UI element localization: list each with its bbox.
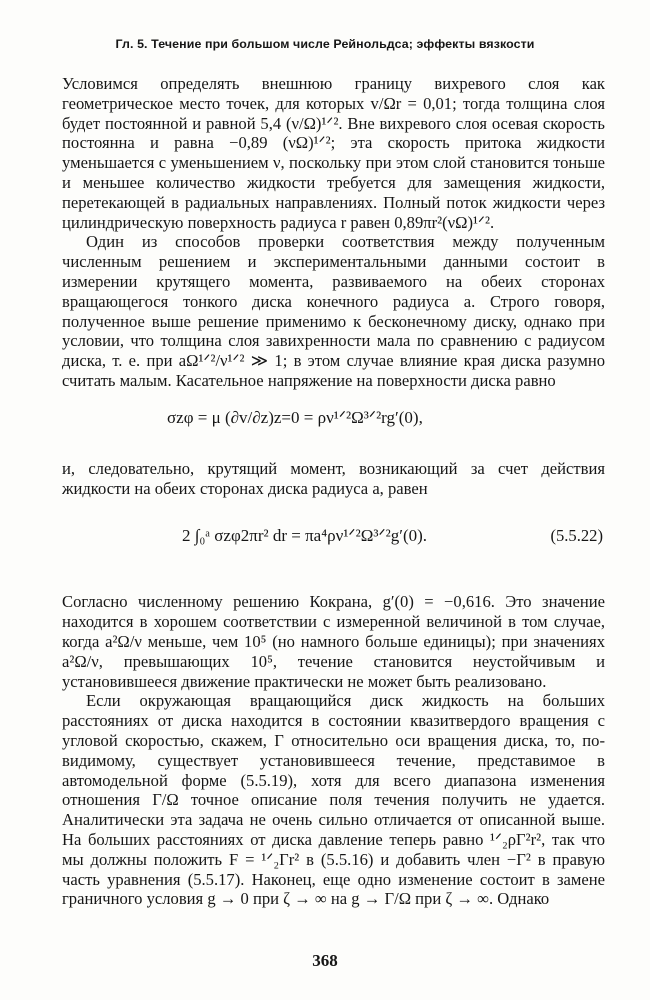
running-header: Гл. 5. Течение при большом числе Рейнольдса; эффекты вязкости bbox=[115, 37, 535, 51]
equation-torque bbox=[62, 498, 605, 592]
main-text bbox=[62, 74, 605, 909]
paragraph-rigid-rotation: Если окружающая вращающийся диск жидкость на больших расстояниях от диска находится в состоянии квазитвердого вращения с угловой скоростью, скажем, Γ относительно оси вращения диска, то, по-видимому, существует установившееся течение, представимое в автомодельной форме (5.5.19), хотя для всего диапазона изменения отношения Γ/Ω точное описание поля течения получить не удается. Аналитически эта задача не очень сильно отличается от описанной выше. На больших расстояниях от диска давление теперь равно ¹ᐟ₂ρΓ²r², так что мы должны положить F = ¹ᐟ₂Γr² в (5.5.16) и добавить член −Γ² в правую часть уравнения (5.5.17). Наконец, еще одно изменение состоит в замене граничного условия g → 0 при ζ → ∞ на g → Γ/Ω при ζ → ∞. Однако bbox=[62, 691, 605, 909]
page-number: 368 bbox=[312, 951, 338, 970]
paragraph-torque-check: Один из способов проверки соответствия между полученным численным решением и экспериментальными данными состоит в измерении крутящего момента, развиваемого на обеих сторонах вращающегося тонкого диска конечного радиуса a. Строго говоря, полученное выше решение применимо к бесконечному диску, однако при условии, что толщина слоя завихренности мала по сравнению с радиусом диска, т. е. при aΩ¹ᐟ²/ν¹ᐟ² ≫ 1; в этом случае влияние края диска разумно считать малым. Касательное напряжение на поверхности диска равно bbox=[62, 232, 605, 390]
paragraph-vortex-layer: Условимся определять внешнюю границу вихревого слоя как геометрическое место точек, для которых v/Ωr = 0,01; тогда толщина слоя будет постоянной и равной 5,4 (ν/Ω)¹ᐟ². Вне вихревого слоя осевая скорость постоянна и равна −0,89 (νΩ)¹ᐟ²; эта скорость притока жидкости уменьшается с уменьшением ν, поскольку при этом слой становится тоньше и меньшее количество жидкости требуется для замещения жидкости, перетекающей в радиальных направлениях. Полный поток жидкости через цилиндрическую поверхность радиуса r равен 0,89πr²(νΩ)¹ᐟ². bbox=[62, 74, 605, 232]
equation-number: (5.5.22) bbox=[550, 526, 603, 546]
equation-shear-stress bbox=[62, 391, 605, 459]
paragraph-cochran-solution: Согласно численному решению Кокрана, g′(0) = −0,616. Это значение находится в хорошем соответствии с измеренной величиной в том случае, когда a²Ω/ν меньше, чем 10⁵ (но намного больше единицы); при значениях a²Ω/ν, превышающих 10⁵, течение становится неустойчивым и установившееся движение практически не может быть реализовано. bbox=[62, 592, 605, 691]
equation-torque-text: 2 ∫₀ᵃ σzφ2πr² dr = πa⁴ρν¹ᐟ²Ω³ᐟ²g′(0). bbox=[182, 526, 428, 546]
paragraph-torque-intro: и, следовательно, крутящий момент, возникающий за счет действия жидкости на обеих сторонах диска радиуса a, равен bbox=[62, 458, 605, 498]
equation-shear-stress-text: σzφ = μ (∂v/∂z)z=0 = ρν¹ᐟ²Ω³ᐟ²rg′(0), bbox=[167, 407, 423, 427]
